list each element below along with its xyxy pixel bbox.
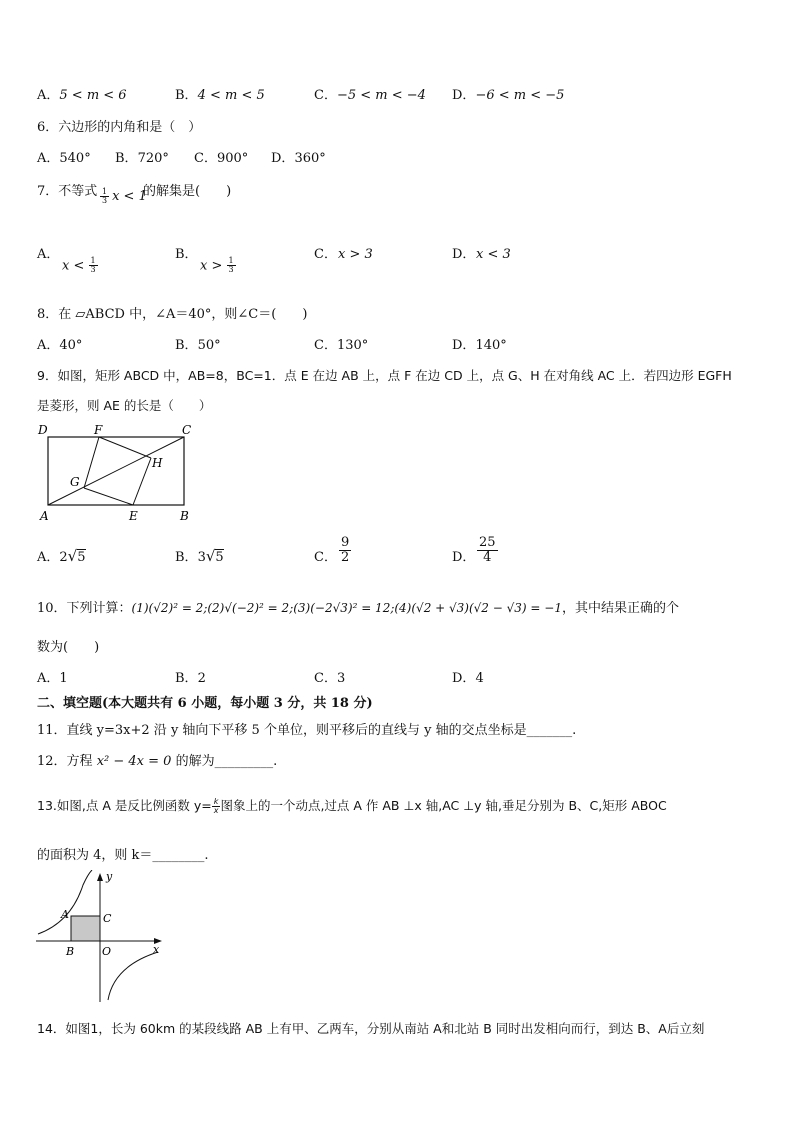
hyperbola-branch-4 bbox=[108, 952, 158, 1000]
q10-line1: 10．下列计算：(1)(√2)² = 2;(2)√(−2)² = 2;(3)(−2√3)² = 12;(4)(√2 + √3)(√2 − √3) = −1，其中结果正确的个 bbox=[37, 601, 679, 616]
q10-line2: 数为( ) bbox=[37, 640, 100, 655]
q5-option-a: A．5 < m < 6 bbox=[37, 88, 127, 103]
segment-fh bbox=[99, 437, 151, 458]
q8-option-b: B．50° bbox=[175, 338, 221, 353]
label-a: A bbox=[61, 908, 69, 921]
diagonal-ac bbox=[48, 437, 184, 505]
q14-stem: 14．如图1，长为 60km 的某段线路 AB 上有甲、乙两车，分别从南站 A和北站 B 同时出发相向而行，到达 B、A后立刻 bbox=[37, 1021, 705, 1036]
q11-stem: 11．直线 y=3x+2 沿 y 轴向下平移 5 个单位，则平移后的直线与 y 轴的交点坐标是_______. bbox=[37, 723, 577, 738]
q10-expression: (1)(√2)² = 2;(2)√(−2)² = 2;(3)(−2√3)² = 12;(4)(√2 + √3)(√2 − √3) = −1 bbox=[131, 601, 562, 615]
q10-option-a: A．1 bbox=[37, 671, 68, 686]
label-x: x bbox=[153, 943, 160, 956]
label-a: A bbox=[40, 509, 49, 523]
q13-line2: 的面积为 4，则 k＝________. bbox=[37, 848, 209, 863]
q9-option-d-fraction: $\frac{25}{4}$ bbox=[479, 535, 496, 565]
label-d: D bbox=[38, 423, 48, 437]
q5-option-d: D．−6 < m < −5 bbox=[452, 88, 565, 103]
q7-option-b-expr: x > $\frac{1}{3}$ bbox=[200, 256, 234, 275]
section-2-heading: 二、填空题(本大题共有 6 小题，每小题 3 分，共 18 分) bbox=[37, 696, 373, 711]
q7-option-a-label: A． bbox=[37, 247, 60, 262]
q6-option-b: B．720° bbox=[115, 151, 169, 166]
q5-option-c: C．−5 < m < −4 bbox=[314, 88, 426, 103]
q7-option-b-label: B． bbox=[175, 247, 198, 262]
label-f: F bbox=[94, 423, 103, 437]
q9-option-d-label: D． bbox=[452, 550, 476, 565]
q7-stem-suffix: 的解集是( ) bbox=[143, 184, 232, 199]
q7-stem-prefix: 7．不等式 bbox=[37, 184, 98, 199]
q7-inequality: $\frac{1}{3}$ x < 1 bbox=[102, 187, 147, 206]
label-h: H bbox=[152, 456, 163, 470]
label-g: G bbox=[70, 475, 80, 489]
q7-option-d-label: D． bbox=[452, 247, 476, 262]
segment-ge bbox=[84, 488, 133, 505]
q12-equation: x² − 4x = 0 bbox=[96, 754, 172, 769]
q9-option-b: B．3√5 bbox=[175, 547, 224, 565]
q9-option-a: A．2√5 bbox=[37, 547, 86, 565]
q8-stem: 8．在 ▱ABCD 中，∠A＝40°，则∠C＝( ) bbox=[37, 307, 308, 322]
q12-stem: 12．方程 x² − 4x = 0 的解为_________. bbox=[37, 754, 278, 769]
label-c: C bbox=[103, 912, 112, 925]
label-y: y bbox=[106, 870, 113, 883]
q8-option-d: D．140° bbox=[452, 338, 507, 353]
q10-option-b: B．2 bbox=[175, 671, 206, 686]
q5-option-b: B．4 < m < 5 bbox=[175, 88, 265, 103]
label-b: B bbox=[66, 945, 75, 958]
q6-option-a: A．540° bbox=[37, 151, 91, 166]
q13-fraction: $\frac{k}{x}$ bbox=[213, 796, 219, 815]
y-axis-arrow bbox=[97, 873, 103, 881]
q9-stem-line2: 是菱形，则 AE 的长是（ ） bbox=[37, 398, 212, 413]
q8-option-a: A．40° bbox=[37, 338, 83, 353]
q10-option-c: C．3 bbox=[314, 671, 346, 686]
segment-eh bbox=[133, 458, 151, 505]
q9-figure-rectangle bbox=[36, 420, 201, 525]
q6-option-d: D．360° bbox=[271, 151, 326, 166]
q9-stem-line1: 9．如图，矩形 ABCD 中，AB=8，BC=1．点 E 在边 AB 上，点 F 在边 CD 上，点 G、H 在对角线 AC 上．若四边形 EGFH bbox=[37, 368, 732, 383]
q7-option-c-expr: x > 3 bbox=[338, 247, 373, 262]
q8-option-c: C．130° bbox=[314, 338, 369, 353]
label-e: E bbox=[129, 509, 138, 523]
q13-line1: 13.如图,点 A 是反比例函数 y= $\frac{k}{x}$ 图象上的一个动点,过点 A 作 AB ⊥x 轴,AC ⊥y 轴,垂足分别为 B、C,矩形 ABOC bbox=[37, 796, 667, 815]
q7-option-c-label: C． bbox=[314, 247, 337, 262]
label-c: C bbox=[182, 423, 192, 437]
q7-option-d-expr: x < 3 bbox=[476, 247, 511, 262]
q10-option-d: D．4 bbox=[452, 671, 484, 686]
q9-option-c-fraction: $\frac{9}{2}$ bbox=[341, 535, 350, 565]
q13-figure-hyperbola bbox=[36, 870, 166, 1005]
q7-option-a-expr: x < $\frac{1}{3}$ bbox=[62, 256, 96, 275]
q9-option-c-label: C． bbox=[314, 550, 337, 565]
rectangle-aboc bbox=[71, 916, 100, 941]
label-b: B bbox=[180, 509, 189, 523]
q6-stem: 6．六边形的内角和是（ ） bbox=[37, 120, 202, 135]
label-o: O bbox=[102, 945, 112, 958]
q6-option-c: C．900° bbox=[194, 151, 249, 166]
q7-coefficient: $\frac{1}{3}$ bbox=[102, 187, 108, 206]
